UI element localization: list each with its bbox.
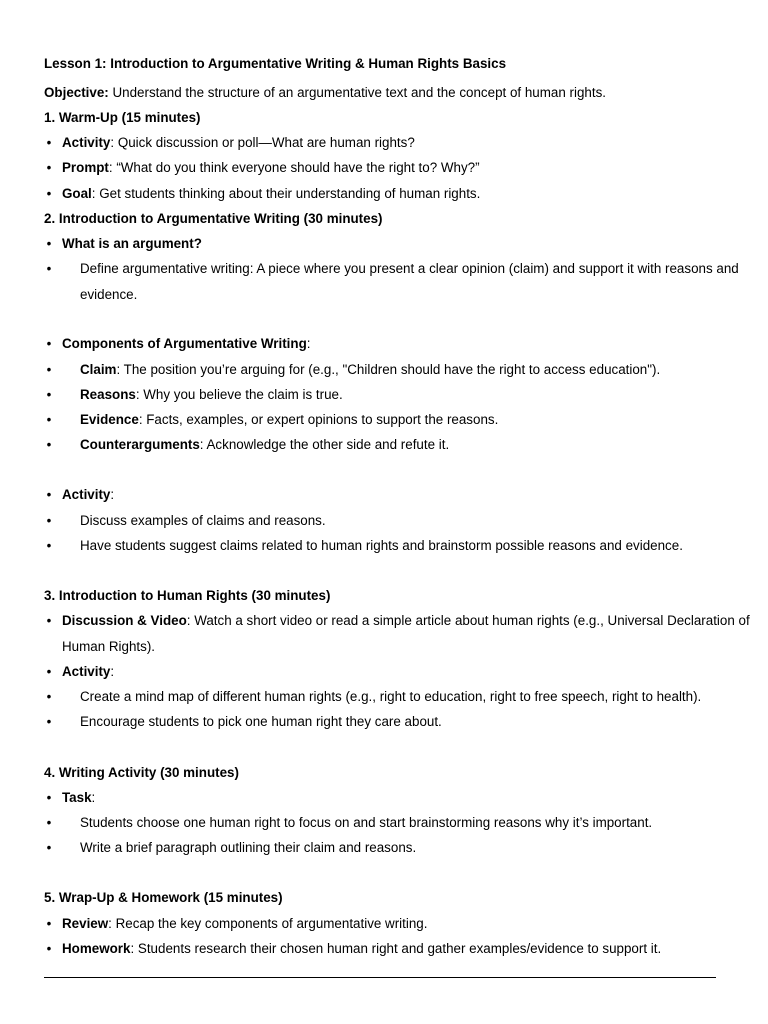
list-item: Discuss examples of claims and reasons. xyxy=(80,513,326,528)
section-5-heading: 5. Wrap-Up & Homework (15 minutes) xyxy=(44,890,283,905)
item-text: : “What do you think everyone should have the right to? Why?” xyxy=(108,160,480,175)
item-text: : Watch a short video or read a simple article about human rights (e.g., Universal Declaration of xyxy=(186,613,750,628)
list-item xyxy=(62,186,480,202)
item-label: Discussion & Video xyxy=(62,613,187,628)
bullet-icon: • xyxy=(46,538,52,553)
list-item-components xyxy=(62,336,311,352)
bullet-icon: • xyxy=(46,916,52,931)
bullet-icon: • xyxy=(46,941,52,956)
item-text: : xyxy=(91,790,96,805)
bullet-icon: • xyxy=(46,487,52,502)
bullet-icon: • xyxy=(46,412,52,427)
list-item: Encourage students to pick one human right they care about. xyxy=(80,714,442,729)
bullet-icon: • xyxy=(46,236,52,251)
bullet-icon: • xyxy=(46,613,52,628)
item-text: : xyxy=(110,664,115,679)
list-item xyxy=(62,941,661,957)
item-label: Goal xyxy=(62,186,92,201)
item-label: Prompt xyxy=(62,160,109,175)
item-label: Review xyxy=(62,916,109,931)
item-text: : Students research their chosen human right and gather examples/evidence to support it. xyxy=(130,941,662,956)
item-text: : The position you’re arguing for (e.g., "Children should have the right to access education"). xyxy=(116,362,661,377)
bullet-icon: • xyxy=(46,689,52,704)
section-4-heading: 4. Writing Activity (30 minutes) xyxy=(44,765,239,780)
item-text: : Get students thinking about their understanding of human rights. xyxy=(91,186,481,201)
item-label: Activity xyxy=(62,487,111,502)
document-title: Lesson 1: Introduction to Argumentative Writing & Human Rights Basics xyxy=(44,56,507,71)
list-item: Have students suggest claims related to human rights and brainstorm possible reasons and evidence. xyxy=(80,538,683,553)
list-item xyxy=(80,412,498,428)
item-label: Components of Argumentative Writing xyxy=(62,336,307,351)
list-item-task xyxy=(62,790,95,806)
list-item-discussion-continued: Human Rights). xyxy=(62,639,156,654)
list-item-activity xyxy=(62,487,114,503)
list-item-define-continued: evidence. xyxy=(80,287,138,302)
bullet-icon: • xyxy=(46,664,52,679)
item-label: Counterarguments xyxy=(80,437,200,452)
item-label: Reasons xyxy=(80,387,136,402)
item-text: : Quick discussion or poll—What are human rights? xyxy=(110,135,415,150)
item-text: : xyxy=(110,487,115,502)
bullet-icon: • xyxy=(46,714,52,729)
item-label: Homework xyxy=(62,941,131,956)
item-label: Activity xyxy=(62,135,111,150)
bullet-icon: • xyxy=(46,815,52,830)
list-item xyxy=(80,437,449,453)
bullet-icon: • xyxy=(46,186,52,201)
list-item: Create a mind map of different human rights (e.g., right to education, right to free speech, right to health). xyxy=(80,689,702,704)
section-2-heading: 2. Introduction to Argumentative Writing (30 minutes) xyxy=(44,211,383,226)
objective-label: Objective: xyxy=(44,85,109,100)
list-item xyxy=(80,362,660,378)
item-text: : Recap the key components of argumentative writing. xyxy=(108,916,428,931)
bullet-icon: • xyxy=(46,840,52,855)
list-item: Students choose one human right to focus on and start brainstorming reasons why it’s important. xyxy=(80,815,653,830)
list-item xyxy=(80,387,343,403)
bullet-icon: • xyxy=(46,790,52,805)
section-3-heading: 3. Introduction to Human Rights (30 minutes) xyxy=(44,588,331,603)
bullet-icon: • xyxy=(46,160,52,175)
list-item xyxy=(62,916,427,932)
objective-text: Understand the structure of an argumentative text and the concept of human rights. xyxy=(108,85,606,100)
item-text: : Acknowledge the other side and refute it. xyxy=(199,437,450,452)
bullet-icon: • xyxy=(46,336,52,351)
bullet-icon: • xyxy=(46,437,52,452)
item-label: Evidence xyxy=(80,412,139,427)
list-item: Write a brief paragraph outlining their claim and reasons. xyxy=(80,840,417,855)
bullet-icon: • xyxy=(46,261,52,276)
bullet-icon: • xyxy=(46,387,52,402)
list-item-activity xyxy=(62,664,114,680)
bullet-icon: • xyxy=(46,362,52,377)
list-item-discussion xyxy=(62,613,750,629)
footer-divider xyxy=(44,977,716,978)
section-1-heading: 1. Warm-Up (15 minutes) xyxy=(44,110,201,125)
bullet-icon: • xyxy=(46,513,52,528)
bullet-icon: • xyxy=(46,135,52,150)
item-text: : Why you believe the claim is true. xyxy=(135,387,343,402)
item-text: : xyxy=(306,336,311,351)
list-item-what-is-argument: What is an argument? xyxy=(62,236,202,251)
list-item xyxy=(62,135,415,151)
item-label: Claim xyxy=(80,362,117,377)
item-label: Task xyxy=(62,790,92,805)
list-item-define: Define argumentative writing: A piece where you present a clear opinion (claim) and support it with reasons and xyxy=(80,261,739,276)
item-text: : Facts, examples, or expert opinions to support the reasons. xyxy=(138,412,499,427)
objective-line xyxy=(44,85,606,101)
item-label: Activity xyxy=(62,664,111,679)
list-item xyxy=(62,160,480,176)
